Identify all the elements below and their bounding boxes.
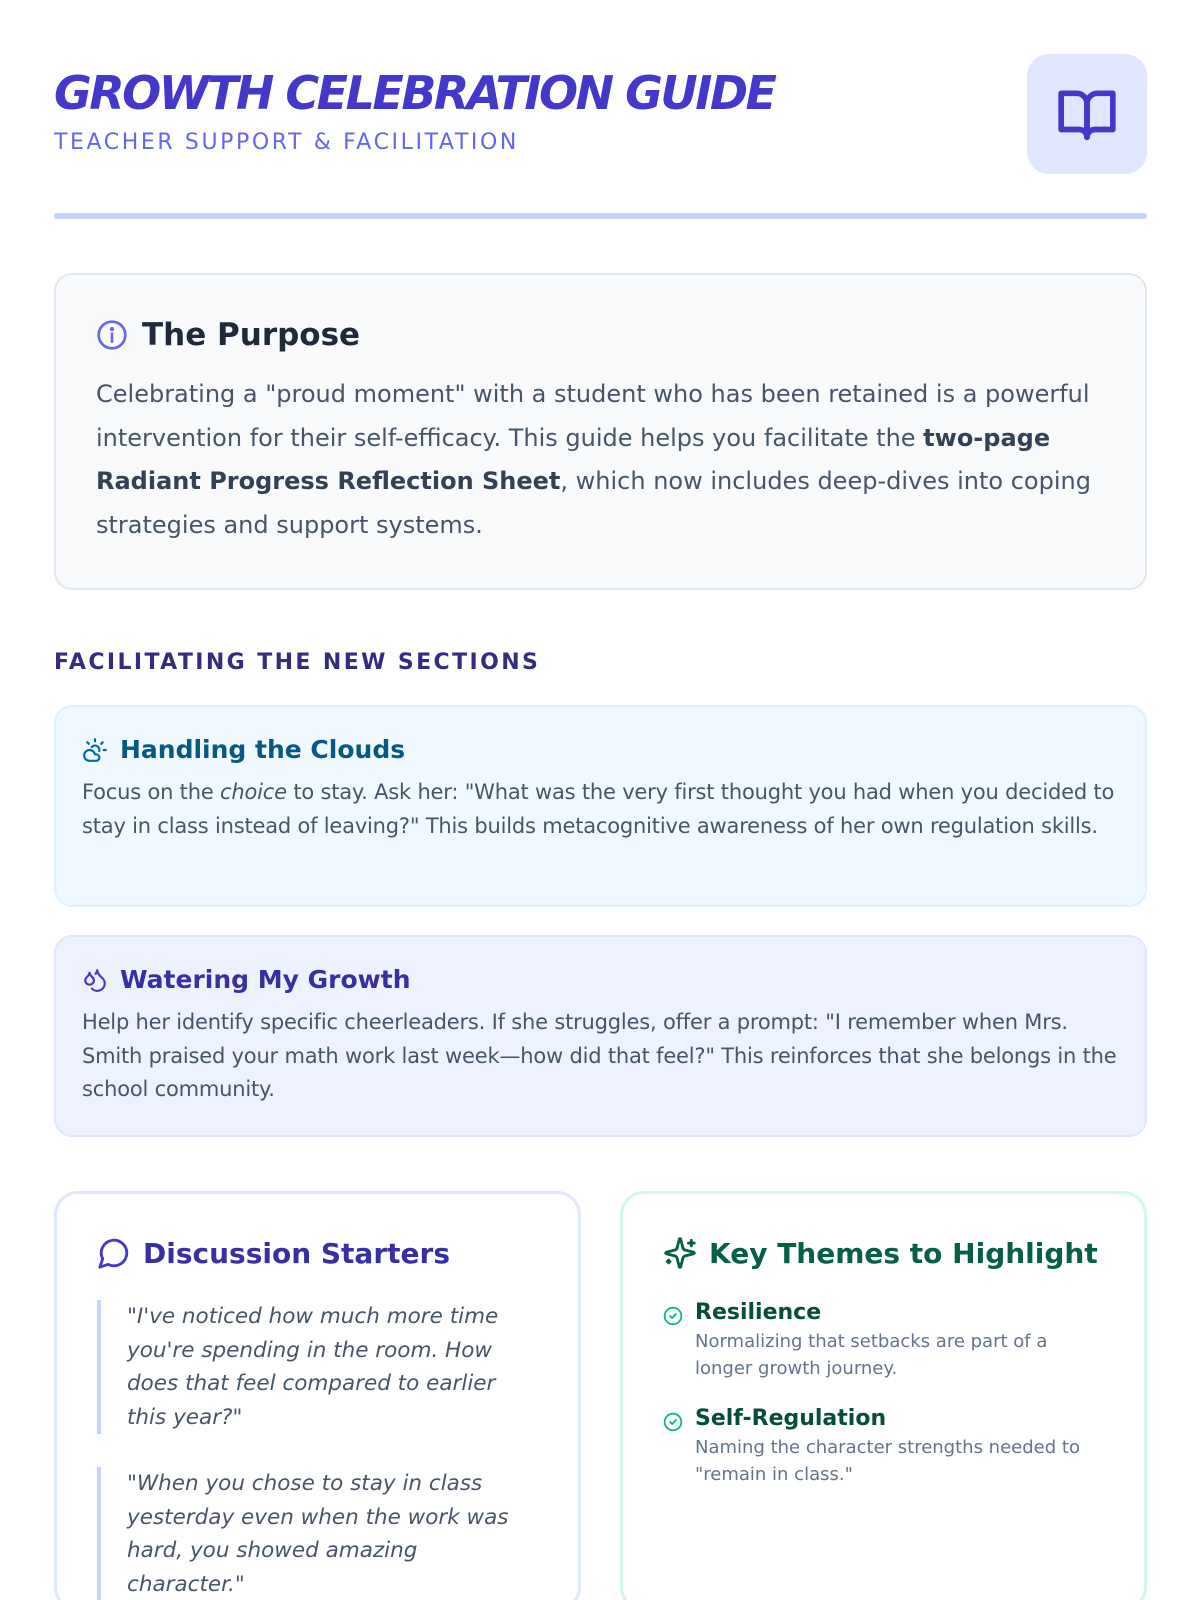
purpose-card <box>54 273 1147 590</box>
water-text: Help her identify specific cheerleaders. If she struggles, offer a prompt: "I remember when Mrs. Smith praised your math work last week—how did that feel?" This reinforces that she belongs in the school community. <box>82 1010 1117 1101</box>
discussion-starters-card <box>54 1191 581 1600</box>
cloud-sun-icon <box>82 737 108 763</box>
check-circle-icon <box>663 1412 683 1432</box>
droplets-icon <box>82 967 108 993</box>
discussion-title: Discussion Starters <box>143 1236 450 1270</box>
page-subtitle: TEACHER SUPPORT & FACILITATION <box>54 130 519 155</box>
header-divider <box>54 213 1147 219</box>
discussion-quote: "When you chose to stay in class yesterday even when the work was hard, you showed amazing character." <box>97 1467 538 1600</box>
clouds-card <box>54 705 1147 907</box>
clouds-text: Focus on the choice to stay. Ask her: "What was the very first thought you had when you decided to stay in class instead of leaving?" This builds metacognitive awareness of her own regulation skills. <box>82 780 1115 838</box>
water-card <box>54 935 1147 1137</box>
discussion-quote: "I've noticed how much more time you're spending in the room. How does that feel compared to earlier this year?" <box>97 1300 538 1434</box>
purpose-emphasis: two-page Radiant Progress Reflection Sheet <box>96 423 1051 495</box>
book-open-icon <box>1056 83 1118 145</box>
theme-item <box>663 1300 1104 1382</box>
clouds-title: Handling the Clouds <box>120 735 406 764</box>
key-themes-card <box>620 1191 1147 1600</box>
sections-heading: FACILITATING THE NEW SECTIONS <box>54 650 541 675</box>
theme-description: Normalizing that setbacks are part of a longer growth journey. <box>695 1331 1048 1379</box>
purpose-text: Celebrating a "proud moment" with a student who has been retained is a powerful intervention for their self-efficacy. This guide helps you facilitate the two-page Radiant Progress Reflection Sheet, which now includes deep-dives into coping strategies and support systems. <box>96 380 1091 539</box>
theme-name: Resilience <box>695 1300 822 1325</box>
page-title: GROWTH CELEBRATION GUIDE <box>54 66 775 120</box>
sparkles-icon <box>663 1236 697 1270</box>
info-icon <box>96 319 128 351</box>
header <box>54 54 1147 184</box>
check-circle-icon <box>663 1306 683 1326</box>
speech-bubble-icon <box>97 1236 131 1270</box>
theme-item <box>663 1406 1104 1488</box>
theme-name: Self-Regulation <box>695 1406 887 1431</box>
water-title: Watering My Growth <box>120 965 411 994</box>
themes-title: Key Themes to Highlight <box>709 1236 1098 1270</box>
theme-description: Naming the character strengths needed to "remain in class." <box>695 1437 1080 1485</box>
purpose-title: The Purpose <box>142 317 361 353</box>
book-open-button[interactable] <box>1027 54 1147 174</box>
